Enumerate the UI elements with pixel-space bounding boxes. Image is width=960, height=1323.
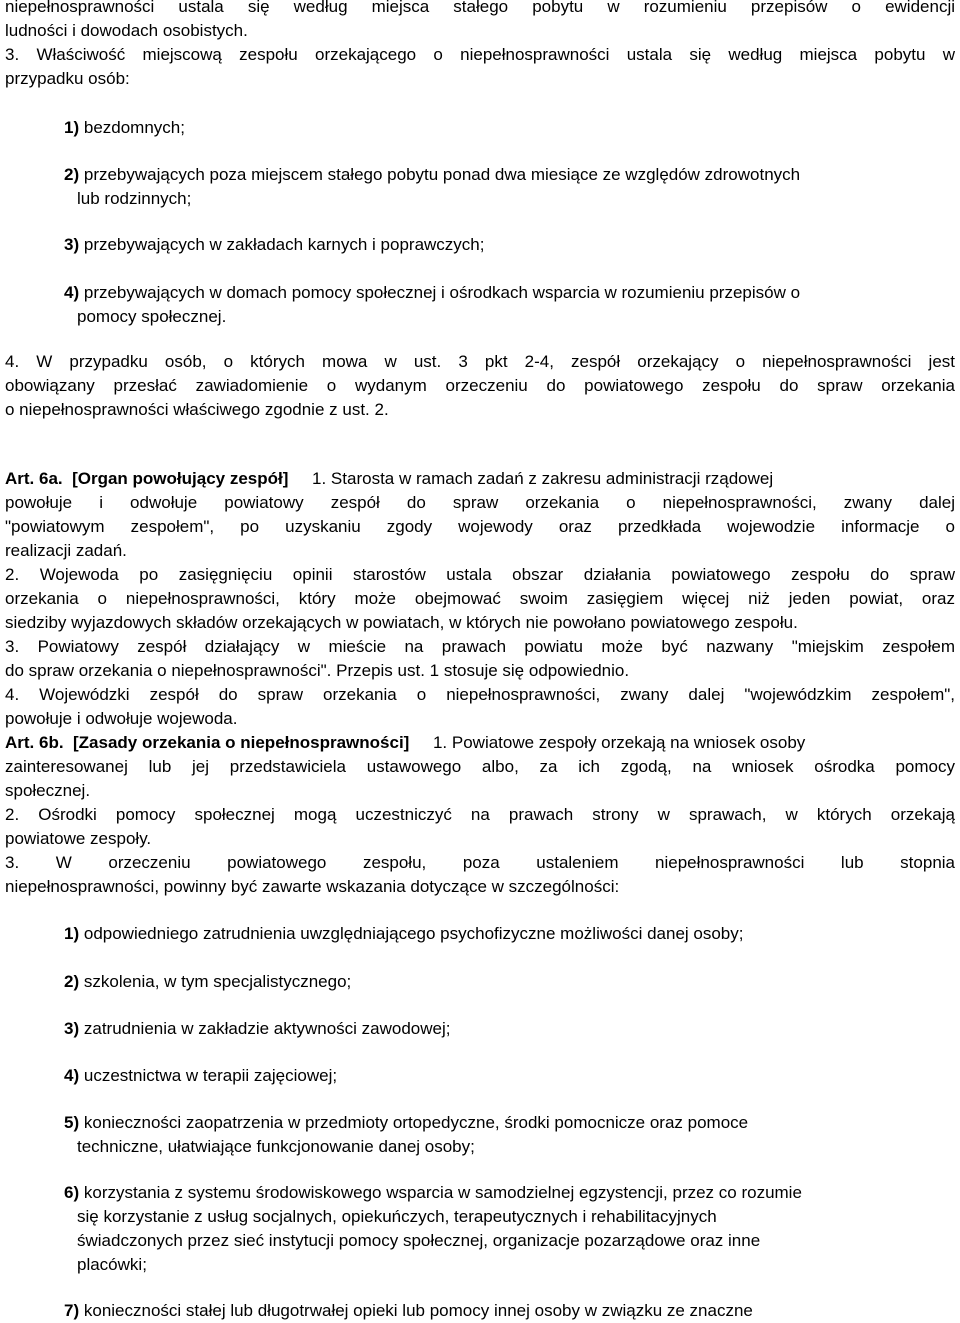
list-number: 7): [64, 1301, 80, 1320]
list-number: 4): [64, 283, 80, 302]
list-number: 2): [64, 165, 80, 184]
paragraph-line: 2. Ośrodki pomocy społecznej mogą uczestniczyć na prawach strony w sprawach, w których orzekają: [5, 805, 955, 824]
article-text: 1. Starosta w ramach zadań z zakresu administracji rządowej: [312, 469, 774, 488]
list-item: [64, 922, 743, 946]
paragraph-line: 2. Wojewoda po zasięgnięciu opinii starostów ustala obszar działania powiatowego zespołu do spraw: [5, 565, 955, 584]
list-text: przebywających poza miejscem stałego pobytu ponad dwa miesiące ze względów zdrowotnych: [83, 165, 801, 184]
list-item: [64, 163, 800, 187]
list-number: 3): [64, 235, 80, 254]
paragraph-line: obowiązany przesłać zawiadomienie o wydanym orzeczeniu do powiatowego zespołu do spraw orzekania: [5, 376, 955, 395]
paragraph-line: 3. W orzeczeniu powiatowego zespołu, poza ustaleniem niepełnosprawności lub stopnia: [5, 853, 955, 872]
list-text: odpowiedniego zatrudnienia uwzględniającego psychofizyczne możliwości danej osoby;: [83, 924, 744, 943]
article-text: 1. Powiatowe zespoły orzekają na wniosek osoby: [432, 733, 806, 752]
list-number: 1): [64, 924, 80, 943]
list-number: 3): [64, 1019, 80, 1038]
list-number: 5): [64, 1113, 80, 1132]
paragraph-line: 3. Właściwość miejscową zespołu orzekającego o niepełnosprawności ustala się według miejsca pobytu w: [5, 45, 955, 64]
paragraph-line: do spraw orzekania o niepełnosprawności". Przepis ust. 1 stosuje się odpowiednio.: [5, 661, 630, 680]
list-item-continuation: się korzystanie z usług socjalnych, opiekuńczych, terapeutycznych i rehabilitacyjnych: [77, 1207, 717, 1226]
paragraph-line: społecznej.: [5, 781, 91, 800]
paragraph-line: zainteresowanej lub jej przedstawiciela ustawowego albo, za ich zgodą, na wniosek ośrodka pomocy: [5, 757, 955, 776]
paragraph-line: powołuje i odwołuje wojewoda.: [5, 709, 238, 728]
paragraph-line: powołuje i odwołuje powiatowy zespół do spraw orzekania o niepełnosprawności, zwany dalej: [5, 493, 955, 512]
paragraph-line: 4. Wojewódzki zespół do spraw orzekania o niepełnosprawności, zwany dalej "wojewódzkim zespołem",: [5, 685, 955, 704]
article-title: [Zasady orzekania o niepełnosprawności]: [73, 733, 410, 752]
paragraph-line: "powiatowym zespołem", po uzyskaniu zgody wojewody oraz przedkłada wojewodzie informacje o: [5, 517, 955, 536]
list-text: przebywających w domach pomocy społecznej i ośrodkach wsparcia w rozumieniu przepisów o: [83, 283, 801, 302]
paragraph-line: powiatowe zespoły.: [5, 829, 152, 848]
list-item: [64, 1064, 337, 1088]
list-item: [64, 233, 484, 257]
list-item: [64, 116, 185, 140]
list-text: zatrudnienia w zakładzie aktywności zawodowej;: [83, 1019, 451, 1038]
list-text: przebywających w zakładach karnych i poprawczych;: [83, 235, 485, 254]
paragraph-line: 4. W przypadku osób, o których mowa w ust. 3 pkt 2-4, zespół orzekający o niepełnosprawności jest: [5, 352, 955, 371]
paragraph-line: niepełnosprawności, powinny być zawarte wskazania dotyczące w szczególności:: [5, 877, 620, 896]
list-item: [64, 1111, 748, 1135]
list-item: [64, 1017, 451, 1041]
list-text: konieczności stałej lub długotrwałej opieki lub pomocy innej osoby w związku ze znaczne: [83, 1301, 753, 1320]
article-6b-heading: [5, 731, 805, 755]
list-item: [64, 1181, 802, 1205]
list-item-continuation: techniczne, ułatwiające funkcjonowanie danej osoby;: [77, 1137, 475, 1156]
list-item-continuation: pomocy społecznej.: [77, 307, 227, 326]
list-number: 4): [64, 1066, 80, 1085]
list-text: szkolenia, w tym specjalistycznego;: [83, 972, 352, 991]
article-label: Art. 6a.: [5, 469, 63, 488]
list-number: 2): [64, 972, 80, 991]
paragraph-line: siedziby wyjazdowych składów orzekających w powiatach, w których nie powołano powiatowego zespołu.: [5, 613, 798, 632]
list-text: bezdomnych;: [83, 118, 185, 137]
list-item-continuation: placówki;: [77, 1255, 147, 1274]
list-text: uczestnictwa w terapii zajęciowej;: [83, 1066, 338, 1085]
list-item: [64, 1299, 753, 1323]
list-item-continuation: lub rodzinnych;: [77, 189, 192, 208]
paragraph-line: o niepełnosprawności właściwego zgodnie z ust. 2.: [5, 400, 389, 419]
paragraph-line: niepełnosprawności ustala się według miejsca stałego pobytu w rozumieniu przepisów o ewidencji: [5, 0, 955, 16]
article-6a-heading: [5, 467, 955, 491]
paragraph-line: ludności i dowodach osobistych.: [5, 21, 248, 40]
list-item: [64, 281, 800, 305]
paragraph-line: realizacji zadań.: [5, 541, 127, 560]
list-text: korzystania z systemu środowiskowego wsparcia w samodzielnej egzystencji, przez co rozumie: [83, 1183, 802, 1202]
list-text: konieczności zaopatrzenia w przedmioty ortopedyczne, środki pomocnicze oraz pomoce: [83, 1113, 749, 1132]
list-number: 1): [64, 118, 80, 137]
list-number: 6): [64, 1183, 80, 1202]
list-item-continuation: świadczonych przez sieć instytucji pomocy społecznej, organizacje pozarządowe oraz inne: [77, 1231, 761, 1250]
paragraph-line: 3. Powiatowy zespół działający w mieście na prawach powiatu może być nazwany "miejskim zespołem: [5, 637, 955, 656]
paragraph-line: przypadku osób:: [5, 69, 130, 88]
article-label: Art. 6b.: [5, 733, 64, 752]
list-item: [64, 970, 351, 994]
article-title: [Organ powołujący zespół]: [72, 469, 289, 488]
paragraph-line: orzekania o niepełnosprawności, który może obejmować swoim zasięgiem więcej niż jeden powiat, oraz: [5, 589, 955, 608]
